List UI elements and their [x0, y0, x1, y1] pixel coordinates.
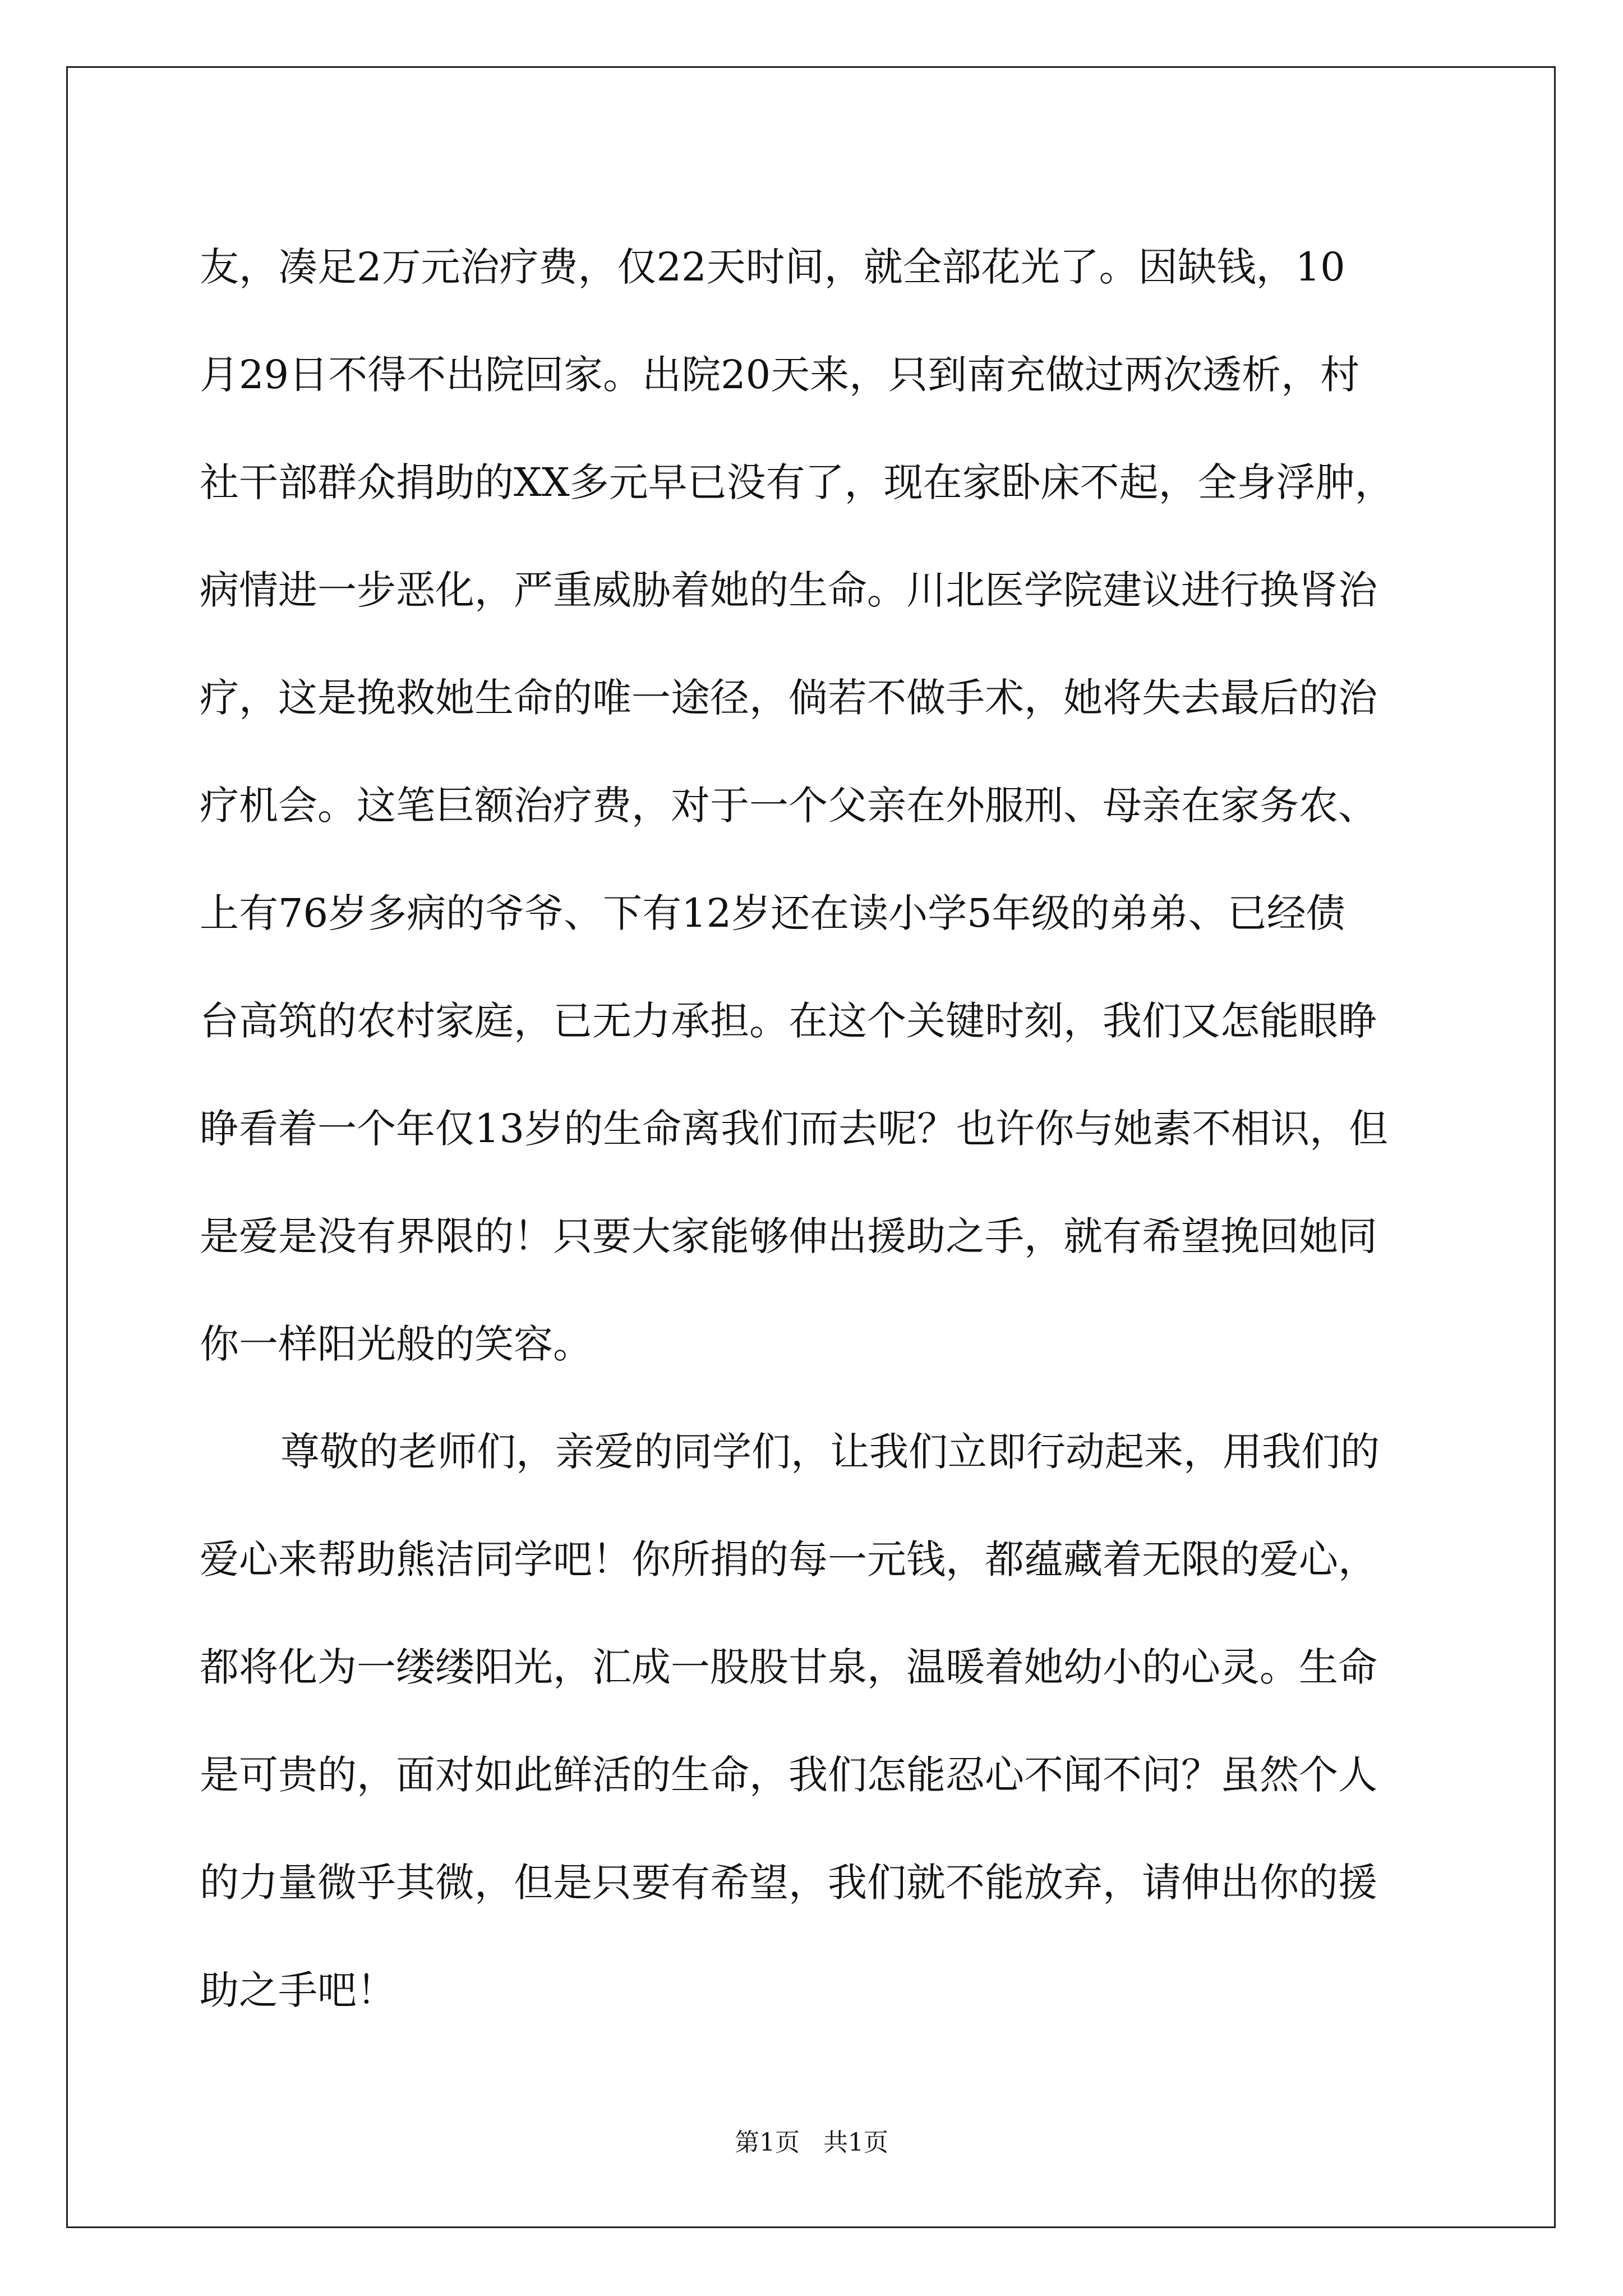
paragraph-1-line: 社干部群众捐助的XX多元早已没有了，现在家卧床不起，全身浮肿， — [200, 459, 1394, 505]
paragraph-2-line: 是可贵的，面对如此鲜活的生命，我们怎能忍心不闻不问？虽然个人 — [200, 1752, 1377, 1798]
page-footer: 第1页 共1页 — [735, 2128, 888, 2157]
paragraph-2-line: 的力量微乎其微，但是只要有希望，我们就不能放弃，请伸出你的援 — [200, 1860, 1377, 1906]
paragraph-1-line: 上有76岁多病的爷爷、下有12岁还在读小学5年级的弟弟、已经债 — [200, 890, 1345, 936]
paragraph-1-line: 月29日不得不出院回家。出院20天来，只到南充做过两次透析，村 — [200, 352, 1360, 398]
paragraph-2-line: 助之手吧！ — [200, 1967, 396, 2013]
paragraph-1-line: 睁看着一个年仅13岁的生命离我们而去呢？也许你与她素不相识，但 — [200, 1106, 1389, 1152]
document-body — [200, 213, 1433, 2044]
paragraph-1-line: 是爱是没有界限的！只要大家能够伸出援助之手，就有希望挽回她同 — [200, 1213, 1377, 1259]
paragraph-1-line: 你一样阳光般的笑容。 — [200, 1321, 592, 1367]
paragraph-2-line: 尊敬的老师们，亲爱的同学们，让我们立即行动起来，用我们的 — [280, 1429, 1380, 1475]
paragraph-2-line: 爱心来帮助熊洁同学吧！你所捐的每一元钱，都蕴藏着无限的爱心， — [200, 1536, 1377, 1582]
paragraph-1-line: 台高筑的农村家庭，已无力承担。在这个关键时刻，我们又怎能眼睁 — [200, 998, 1377, 1044]
paragraph-1-line: 疗机会。这笔巨额治疗费，对于一个父亲在外服刑、母亲在家务农、 — [200, 783, 1377, 829]
paragraph-2-line: 都将化为一缕缕阳光，汇成一股股甘泉，温暖着她幼小的心灵。生命 — [200, 1644, 1377, 1690]
paragraph-1-line: 病情进一步恶化，严重威胁着她的生命。川北医学院建议进行换肾治 — [200, 567, 1377, 613]
paragraph-1-line: 疗，这是挽救她生命的唯一途径，倘若不做手术，她将失去最后的治 — [200, 675, 1377, 721]
paragraph-1-line: 友，凑足2万元治疗费，仅22天时间，就全部花光了。因缺钱，10 — [200, 244, 1345, 290]
